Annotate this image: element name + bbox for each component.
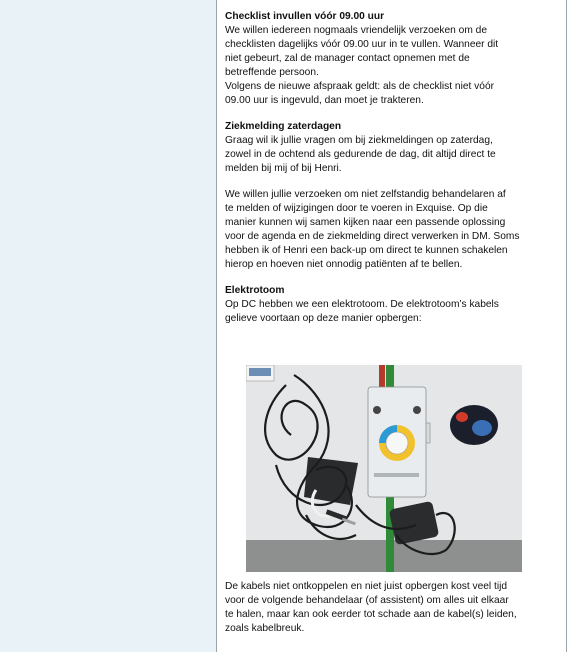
paragraph-line: We willen jullie verzoeken om niet zelfstandig behandelaren af	[225, 189, 506, 200]
section-heading-elektrotoom: Elektrotoom	[225, 285, 285, 296]
paragraph-line: Graag wil ik jullie vragen om bij ziekmeldingen op zaterdag,	[225, 135, 493, 146]
paragraph-line: te melden of wijzigingen door te voeren in Exquise. Op die	[225, 203, 488, 214]
paragraph-line: zowel in de ochtend als gedurende de dag, dit altijd direct te	[225, 149, 496, 160]
left-margin-column	[0, 0, 217, 652]
paragraph-line: voor de volgende behandelaar (of assistent) om alles uit elkaar	[225, 595, 509, 606]
paragraph-line: De kabels niet ontkoppelen en niet juist opbergen kost veel tijd	[225, 581, 508, 592]
paragraph-line: hebben ik of Henri een back-up om direct te kunnen schakelen	[225, 245, 508, 256]
paragraph-line: melden bij mij of bij Henri.	[225, 163, 342, 174]
paragraph-line: Op DC hebben we een elektrotoom. De elektrotoom’s kabels	[225, 299, 499, 310]
newsletter-content	[225, 10, 557, 326]
paragraph-line: voor de agenda en de ziekmelding direct verwerken in DM. Soms	[225, 231, 520, 242]
closing-paragraph	[225, 580, 557, 636]
section-heading-ziekmelding: Ziekmelding zaterdagen	[225, 121, 342, 132]
paragraph-line: niet gebeurt, zal de manager contact opnemen met de	[225, 53, 470, 64]
paragraph-line: te halen, maar kan ook eerder tot schade aan de kabel(s) leiden,	[225, 609, 517, 620]
paragraph-line: Volgens de nieuwe afspraak geldt: als de checklist niet vóór	[225, 81, 494, 92]
paragraph-line: manier kunnen wij samen kijken naar een passende oplossing	[225, 217, 506, 228]
paragraph-line: checklisten dagelijks vóór 09.00 uur in te vullen. Wanneer dit	[225, 39, 499, 50]
paragraph-line: We willen iedereen nogmaals vriendelijk verzoeken om de	[225, 25, 487, 36]
paragraph-line: betreffende persoon.	[225, 67, 319, 78]
paragraph-line: hierop en hoeven niet onnodig patiënten af te bellen.	[225, 259, 463, 270]
elektrotoom-photo	[246, 365, 522, 572]
paragraph-line: zoals kabelbreuk.	[225, 623, 305, 634]
paragraph-line: gelieve voortaan op deze manier opbergen:	[225, 313, 422, 324]
paragraph-line: 09.00 uur is ingevuld, dan moet je trakteren.	[225, 95, 424, 106]
section-heading-checklist: Checklist invullen vóór 09.00 uur	[225, 11, 385, 22]
